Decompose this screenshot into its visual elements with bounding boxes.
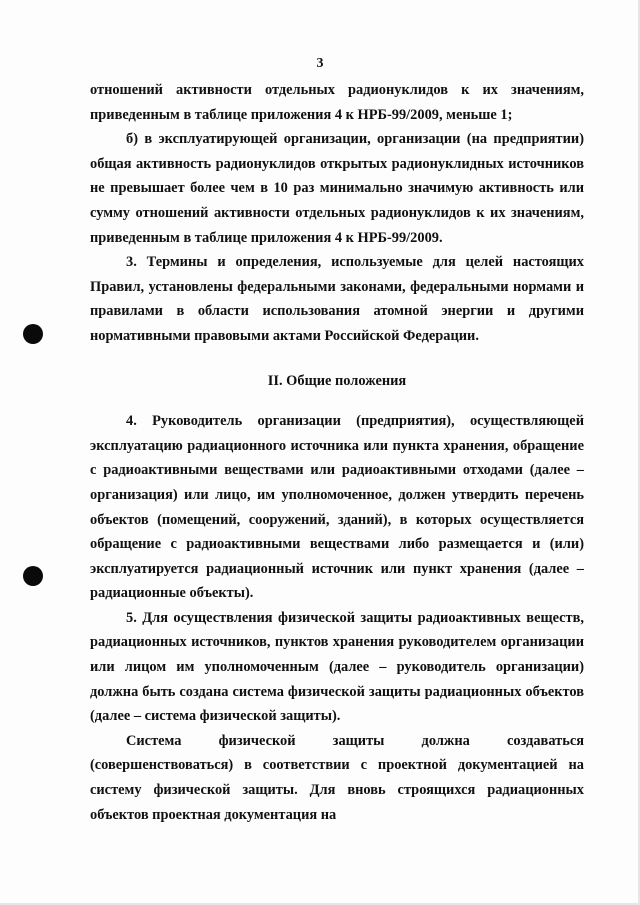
paragraph-continuation: отношений активности отдельных радионуклидов к их значениям, приведенным в таблице приложения 4 к НРБ-99/2009, меньше 1; (90, 82, 584, 123)
section-heading: II. Общие положения (267, 372, 407, 389)
punch-hole-mark (23, 566, 43, 586)
paragraph-6: Система физической защиты должна создаваться (совершенствоваться) в соответствии с проектной документацией на систему физической защиты. Для вновь строящихся радиационных объектов проектная документация на (90, 732, 584, 823)
document-body (90, 78, 584, 827)
paragraph-3: 3. Термины и определения, используемые для целей настоящих Правил, установлены федеральными законами, федеральными нормами и правилами в области использования атомной энергии и другими нормативными правовыми актами Российской Федерации. (90, 254, 584, 344)
paragraph-5: 5. Для осуществления физической защиты радиоактивных веществ, радиационных источников, пунктов хранения руководителем организации или лицом им уполномоченным (далее – руководитель организации) должна быть создана система физической защиты радиационных объектов (далее – система физической защиты). (90, 609, 584, 725)
paragraph-4: 4. Руководитель организации (предприятия), осуществляющей эксплуатацию радиационного источника или пункта хранения, обращение с радиоактивными веществами или радиоактивными отходами (далее – организация) или лицо, им уполномоченное, должен утвердить перечень объектов (помещений, сооружений, зданий), в которых осуществляется обращение с радиоактивными веществами либо размещается и (или) эксплуатируется радиационный источник или пункт хранения (далее – радиационные объекты). (90, 413, 584, 602)
punch-hole-mark (23, 324, 43, 344)
paragraph-b: б) в эксплуатирующей организации, организации (на предприятии) общая активность радионуклидов открытых радионуклидных источников не превышает более чем в 10 раз минимально значимую активность или сумму отношений активности отдельных радионуклидов к их значениям, приведенным в таблице приложения 4 к НРБ-99/2009. (90, 131, 584, 246)
page-number: 3 (316, 56, 324, 71)
